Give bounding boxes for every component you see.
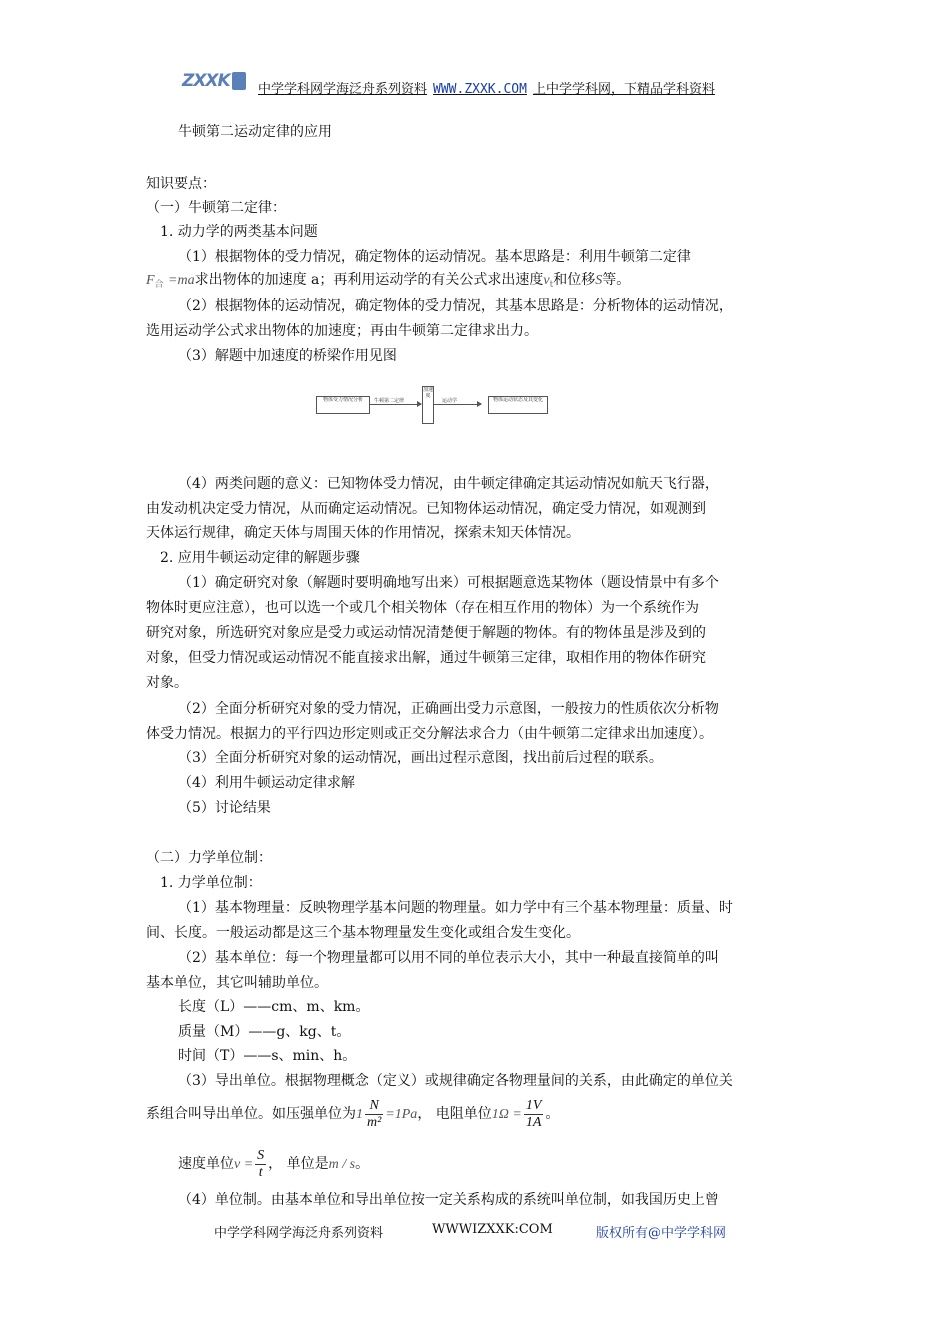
line-5-text-b: 和位移: [553, 272, 596, 288]
line-24: 1. 力学单位制：: [160, 875, 262, 891]
acceleration-bridge-diagram: [316, 386, 550, 426]
line-35: （4）单位制。由基本单位和导出单位按一定关系构成的系统叫单位制，如我国历史上曾: [178, 1192, 719, 1208]
line-33: [146, 1094, 559, 1135]
line-26: 间、长度。一般运动都是这三个基本物理量发生变化或组合发生变化。: [146, 925, 580, 941]
line-11: 天体运行规律，确定天体与周围天体的作用情况，探索未知天体情况。: [146, 525, 580, 541]
line-20: （3）全面分析研究对象的运动情况，画出过程示意图，找出前后过程的联系。: [178, 750, 663, 766]
formula-f: F: [146, 273, 155, 288]
formula-vt: v: [543, 273, 550, 288]
line-25: （1）基本物理量：反映物理学基本问题的物理量。如力学中有三个基本物理量：质量、时: [178, 900, 733, 916]
header-text-1: 中学学科网学海泛舟系列资料: [258, 82, 428, 97]
formula-f-sub: 合: [154, 280, 164, 290]
page-title: 牛顿第二运动定律的应用: [178, 124, 332, 140]
logo-badge-icon: [232, 72, 246, 90]
flow-arrow-1-label: 牛顿第二定律: [374, 398, 405, 404]
line-14: 物体时更应注意），也可以选一个或几个相关物体（存在相互作用的物体）为一个系统作为: [146, 600, 699, 616]
line-2: （一）牛顿第二定律：: [146, 200, 286, 216]
flow-arrow-2: [433, 404, 481, 405]
resistance-numerator: 1V: [525, 1097, 542, 1113]
footer-url[interactable]: WWWIZXXK:COM: [432, 1222, 553, 1237]
line-4: （1）根据物体的受力情况，确定物体的运动情况。基本思路是：利用牛顿第二定律: [178, 249, 691, 265]
pressure-fraction: [365, 1098, 383, 1131]
flow-box-acceleration: 加速度: [422, 386, 434, 424]
header-url-link[interactable]: WWW.ZXXK.COM: [433, 82, 527, 97]
line-13: （1）确定研究对象（解题时要明确地写出来）可根据题意选某物体（题设情景中有多个: [178, 575, 719, 591]
flow-box-force: 物体受力情况分析: [316, 396, 370, 414]
line-19: 体受力情况。根据力的平行四边形定则或正交分解法求合力（由牛顿第二定律求出加速度）。: [146, 726, 713, 742]
line-30: 质量（M）——g、kg、t。: [178, 1024, 351, 1040]
line-3: 1. 动力学的两类基本问题: [160, 224, 318, 240]
line-34-text-c: 。: [355, 1156, 370, 1172]
flow-box-motion: 物体运动状态及其变化: [488, 396, 548, 414]
formula-s: S: [595, 273, 603, 288]
velocity-denominator: t: [258, 1164, 263, 1180]
line-15: 研究对象，所选研究对象应是受力或运动情况清楚便于解题的物体。有的物体虽是涉及到的: [146, 625, 706, 641]
line-5: [146, 268, 630, 297]
line-28: 基本单位，其它叫辅助单位。: [146, 975, 328, 991]
header-line: [258, 78, 715, 97]
line-8: （3）解题中加速度的桥梁作用见图: [178, 348, 397, 364]
line-22: （5）讨论结果: [178, 800, 271, 816]
line-34-text-a: 速度单位: [178, 1156, 234, 1172]
velocity-unit: m / s: [328, 1157, 356, 1172]
line-32: （3）导出单位。根据物理概念（定义）或规律确定各物理量间的关系，由此确定的单位关: [178, 1073, 733, 1089]
page-header: [180, 68, 780, 97]
resistance-denominator: 1A: [525, 1114, 542, 1130]
zxxk-logo: ZXXK: [180, 70, 248, 92]
formula-ma: =ma: [168, 273, 195, 288]
footer-left: 中学学科网学海泛舟系列资料: [214, 1226, 384, 1241]
line-10: 由发动机决定受力情况，从而确定运动情况。已知物体运动情况，确定受力情况，如观测到: [146, 501, 706, 517]
resistance-fraction: [524, 1098, 544, 1131]
velocity-numerator: S: [257, 1147, 265, 1163]
line-6: （2）根据物体的运动情况，确定物体的受力情况，其基本思路是：分析物体的运动情况，: [178, 298, 733, 314]
line-23: （二）力学单位制：: [146, 850, 272, 866]
pressure-rhs: =1Pa: [385, 1107, 418, 1122]
line-18: （2）全面分析研究对象的受力情况，正确画出受力示意图，一般按力的性质依次分析物: [178, 701, 719, 717]
header-text-2: 上中学学科网，下精品学科资料: [532, 82, 715, 97]
flow-arrow-1: [369, 404, 421, 405]
pressure-denominator: m²: [367, 1114, 382, 1130]
line-33-text-a: 系组合叫导出单位。如压强单位为: [146, 1106, 356, 1122]
line-33-text-c: 。: [545, 1106, 560, 1122]
line-27: （2）基本单位：每一个物理量都可以用不同的单位表示大小，其中一种最直接简单的叫: [178, 950, 719, 966]
line-16: 对象，但受力情况或运动情况不能直接求出解，通过牛顿第三定律，取相作用的物体作研究: [146, 650, 706, 666]
pressure-numerator: N: [365, 1098, 383, 1115]
line-7: 选用运动学公式求出物体的加速度；再由牛顿第二定律求出力。: [146, 323, 538, 339]
velocity-lhs: v =: [234, 1157, 254, 1172]
pressure-one: 1: [356, 1107, 363, 1122]
line-34-text-b: ， 单位是: [268, 1156, 329, 1172]
formula-vt-sub: t: [549, 280, 554, 290]
resistance-lhs: 1Ω =: [491, 1107, 522, 1122]
line-31: 时间（T）——s、min、h。: [178, 1048, 357, 1064]
line-1: 知识要点：: [146, 176, 216, 192]
line-21: （4）利用牛顿运动定律求解: [178, 775, 355, 791]
velocity-fraction: [255, 1148, 266, 1181]
line-5-text-c: 等。: [602, 272, 631, 288]
line-5-text-a: 求出物体的加速度 a；再利用运动学的有关公式求出速度: [194, 272, 544, 288]
line-17: 对象。: [146, 675, 188, 691]
line-33-text-b: ， 电阻单位: [417, 1106, 492, 1122]
line-29: 长度（L）——cm、m、km。: [178, 999, 370, 1015]
line-34: [178, 1144, 369, 1185]
footer-copyright: 版权所有@中学学科网: [596, 1226, 727, 1241]
flow-arrow-2-label: 运动学: [442, 398, 458, 404]
line-12: 2. 应用牛顿运动定律的解题步骤: [160, 550, 360, 566]
line-9: （4）两类问题的意义：已知物体受力情况，由牛顿定律确定其运动情况如航天飞行器，: [178, 476, 719, 492]
